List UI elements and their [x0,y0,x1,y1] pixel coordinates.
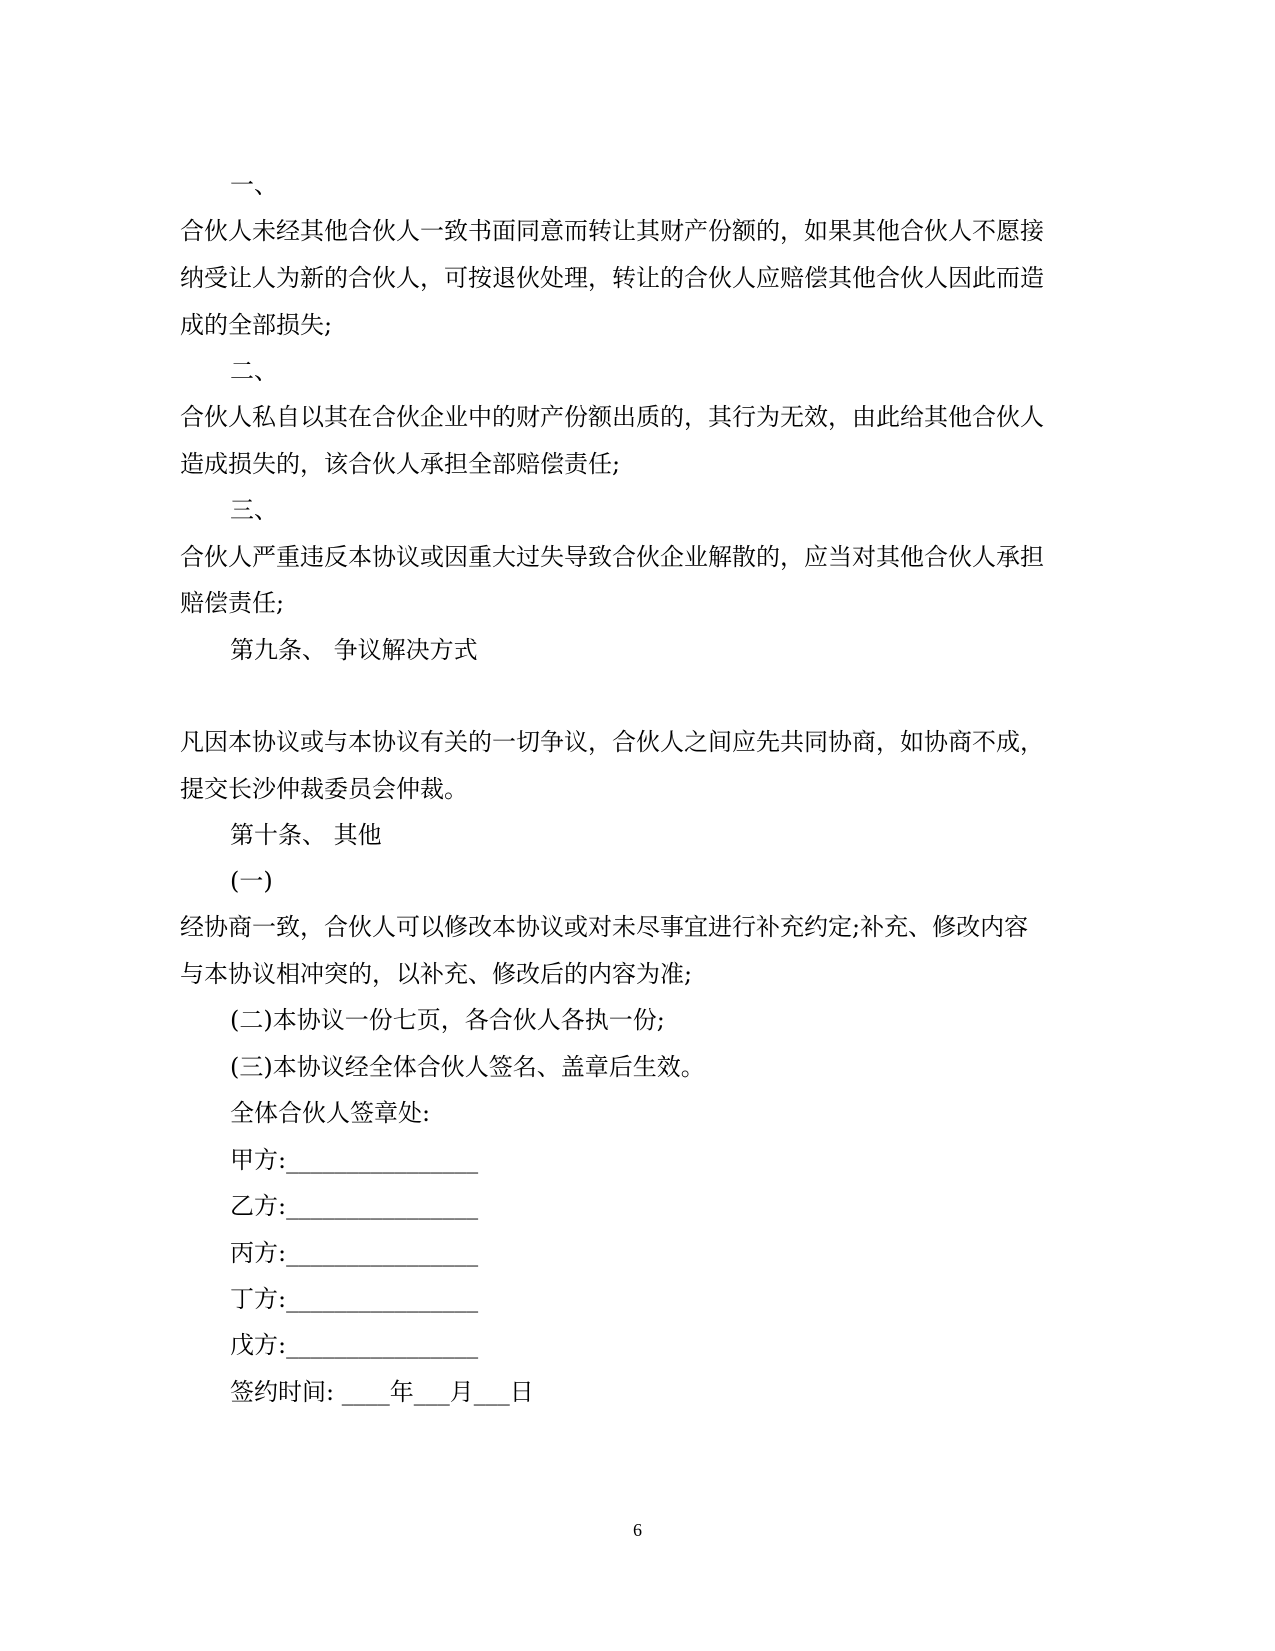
clause-1-number: (一) [230,867,273,895]
item-2-line-2: 造成损失的，该合伙人承担全部赔偿责任; [180,450,621,478]
item-3-number: 三、 [230,496,278,524]
item-3-line-2: 赔偿责任; [180,589,285,617]
page-number: 6 [633,1520,642,1540]
article-10-heading: 第十条、 其他 [230,821,382,849]
article-9-line-2: 提交长沙仲裁委员会仲裁。 [180,775,468,803]
signing-date: 签约时间: ____年___月___日 [230,1378,534,1406]
item-1-line-2: 纳受让人为新的合伙人，可按退伙处理，转让的合伙人应赔偿其他合伙人因此而造 [180,264,1044,292]
item-2-number: 二、 [230,357,278,385]
item-3-line-1: 合伙人严重违反本协议或因重大过失导致合伙企业解散的，应当对其他合伙人承担 [180,543,1044,571]
signature-party-e: 戊方:________________ [230,1331,479,1359]
article-9-heading: 第九条、 争议解决方式 [230,636,478,664]
clause-2: (二)本协议一份七页，各合伙人各执一份; [230,1006,665,1034]
clause-3: (三)本协议经全体合伙人签名、盖章后生效。 [230,1053,705,1081]
item-1-number: 一、 [230,171,278,199]
item-2-line-1: 合伙人私自以其在合伙企业中的财产份额出质的，其行为无效，由此给其他合伙人 [180,403,1044,431]
item-1-line-3: 成的全部损失; [180,311,333,339]
item-1-line-1: 合伙人未经其他合伙人一致书面同意而转让其财产份额的，如果其他合伙人不愿接 [180,217,1044,245]
signature-party-a: 甲方:________________ [230,1146,479,1174]
signature-party-c: 丙方:________________ [230,1239,479,1267]
signature-party-b: 乙方:________________ [230,1192,479,1220]
article-9-line-1: 凡因本协议或与本协议有关的一切争议，合伙人之间应先共同协商，如协商不成， [180,728,1044,756]
signature-party-d: 丁方:________________ [230,1285,479,1313]
clause-1-line-1: 经协商一致，合伙人可以修改本协议或对未尽事宜进行补充约定;补充、修改内容 [180,913,1029,941]
clause-1-line-2: 与本协议相冲突的，以补充、修改后的内容为准; [180,960,693,988]
signature-heading: 全体合伙人签章处: [230,1099,431,1127]
